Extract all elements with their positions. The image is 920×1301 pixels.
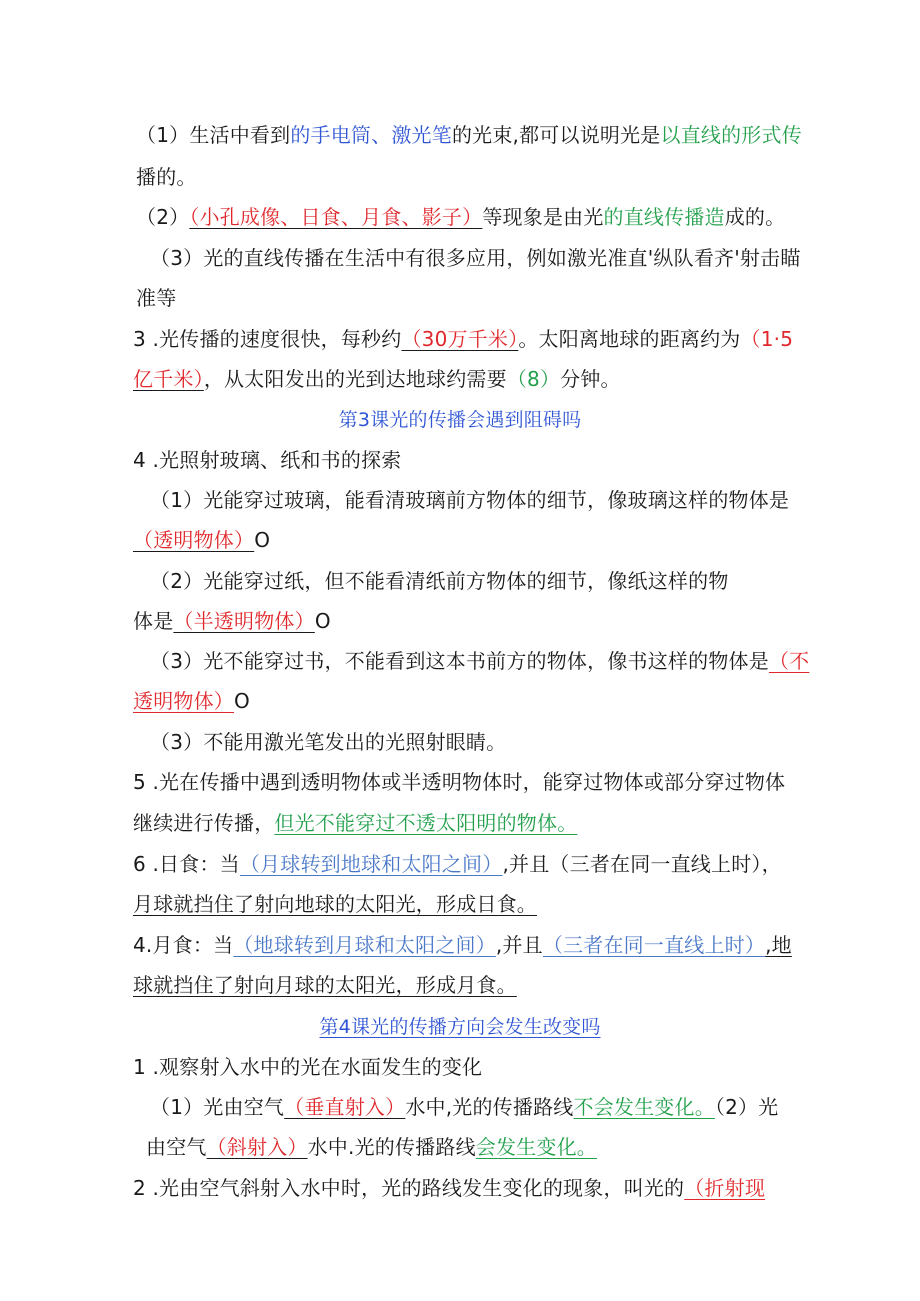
section-heading-lesson-3: 第3课光的传播会遇到阻碍吗 xyxy=(338,409,582,431)
para-2: （2）（小孔成像、日食、月食、影子）等现象是由光的直线传播造成的。 xyxy=(136,205,786,229)
para-15: 2 .光由空气斜射入水中时，光的路线发生变化的现象，叫光的（折射现 xyxy=(133,1176,766,1200)
para-1-line-1: （1）生活中看到的手电筒、激光笔的光束,都可以说明光是以直线的形式传 xyxy=(136,123,802,147)
para-11-line-2: 月球就挡住了射向地球的太阳光，形成日食。 xyxy=(133,892,537,916)
para-8-line-1: （3）光不能穿过书，不能看到这本书前方的物体，像书这样的物体是（不 xyxy=(150,649,810,673)
para-1-line-2: 播的。 xyxy=(136,165,197,189)
section-heading-lesson-4: 第4课光的传播方向会发生改变吗 xyxy=(319,1016,601,1038)
answer-blank: （透明物体） xyxy=(133,528,255,552)
para-14-line-1: （1）光由空气（垂直射入）水中,光的传播路线不会发生变化。（2）光 xyxy=(150,1095,779,1119)
answer-blank: （小孔成像、日食、月食、影子） xyxy=(189,205,483,229)
para-3-line-1: （3）光的直线传播在生活中有很多应用，例如激光准直'纵队看齐'射击瞄 xyxy=(150,246,801,270)
answer-blank: （月球转到地球和太阳之间） xyxy=(239,852,503,876)
answer-blank: （地球转到月球和太阳之间） xyxy=(233,933,496,957)
para-12-line-1: 4.月食：当（地球转到月球和太阳之间）,并且（三者在同一直线上时）,地 xyxy=(133,933,792,957)
para-14-line-2: 由空气（斜射入）水中.光的传播路线会发生变化。 xyxy=(146,1135,597,1159)
answer-blank: （折射现 xyxy=(684,1176,766,1200)
para-8-line-2: 透明物体）O xyxy=(133,689,250,713)
answer-blank: （垂直射入） xyxy=(284,1095,406,1119)
para-10-line-2: 继续进行传播，但光不能穿过不透太阳明的物体。 xyxy=(133,811,578,835)
para-4-line-2: 亿千米），从太阳发出的光到达地球约需要（8）分钟。 xyxy=(133,367,621,391)
para-5: 4 .光照射玻璃、纸和书的探索 xyxy=(133,448,402,472)
answer-blank: （斜射入） xyxy=(206,1135,308,1159)
answer-blank: （三者在同一直线上时） xyxy=(542,933,766,957)
para-6-line-2: （透明物体）O xyxy=(133,528,271,552)
para-7-line-1: （2）光能穿过纸，但不能看清纸前方物体的细节，像纸这样的物 xyxy=(150,569,729,593)
para-4-line-1: 3 .光传播的速度很快，每秒约（30万千米）。太阳离地球的距离约为（1·5 xyxy=(133,327,794,351)
para-10-line-1: 5 .光在传播中遇到透明物体或半透明物体时，能穿过物体或部分穿过物体 xyxy=(133,770,786,794)
para-7-line-2: 体是（半透明物体）O xyxy=(133,609,331,633)
para-3-line-2: 准等 xyxy=(136,286,177,310)
para-11-line-1: 6 .日食：当（月球转到地球和太阳之间）,并且（三者在同一直线上时）， xyxy=(133,852,782,876)
answer-blank: 透明物体） xyxy=(133,689,234,713)
answer-blank: （30万千米） xyxy=(401,327,519,351)
answer-blank: （半透明物体） xyxy=(173,609,315,633)
para-13: 1 .观察射入水中的光在水面发生的变化 xyxy=(133,1055,483,1079)
para-9: （3）不能用激光笔发出的光照射眼睛。 xyxy=(150,730,507,754)
para-12-line-2: 球就挡住了射向月球的太阳光，形成月食。 xyxy=(133,973,517,997)
para-6-line-1: （1）光能穿过玻璃，能看清玻璃前方物体的细节，像玻璃这样的物体是 xyxy=(150,488,790,512)
answer-blank: 亿千米） xyxy=(133,367,204,391)
